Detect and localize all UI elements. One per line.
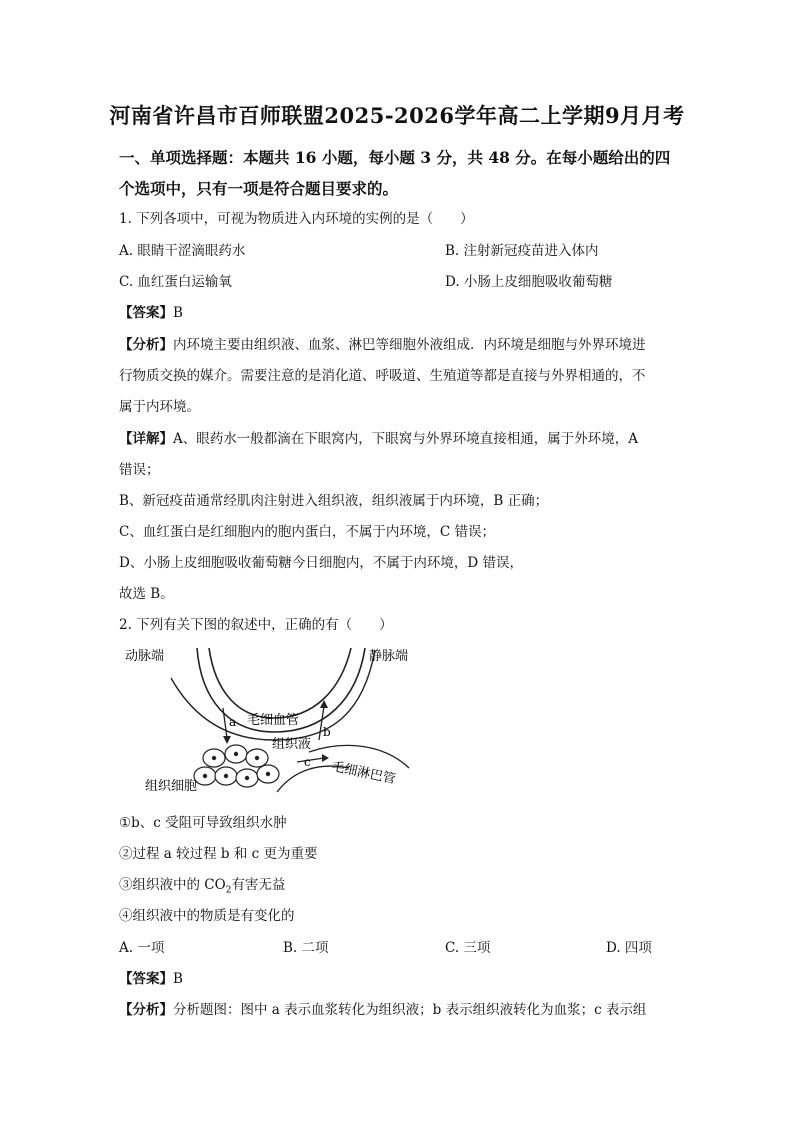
answer-value: B bbox=[173, 305, 183, 321]
analysis-text: 分析题图：图中 a 表示血浆转化为组织液；b 表示组织液转化为血浆；c 表示组 bbox=[173, 1002, 647, 1018]
label-b: b bbox=[323, 725, 331, 739]
q1-analysis-line-3: 属于内环境。 bbox=[119, 399, 200, 415]
arrow-c-head bbox=[322, 754, 329, 762]
q1-detail-line-2: 错误； bbox=[119, 462, 160, 478]
analysis-text: 内环境主要由组织液、血浆、淋巴等细胞外液组成．内环境是细胞与外界环境进 bbox=[173, 337, 646, 353]
arrow-a-head bbox=[223, 736, 231, 744]
q2-option-a: A. 一项 bbox=[119, 940, 165, 956]
label-lymph-capillary: 毛细淋巴管 bbox=[330, 759, 397, 788]
q1-answer bbox=[119, 301, 183, 321]
section-heading: 一、单项选择题：本题共 16 小题，每小题 3 分，共 48 分。在每小题给出的四个选项中，只有一项是符合题目要求的。 bbox=[119, 148, 671, 198]
q2-item-1: ①b、c 受阻可导致组织水肿 bbox=[119, 815, 287, 831]
item-3-pre: ③组织液中的 CO bbox=[119, 877, 226, 893]
q2-item-4: ④组织液中的物质是有变化的 bbox=[119, 908, 295, 924]
detail-tag: 【详解】 bbox=[119, 431, 173, 447]
capillary-inner-wall bbox=[209, 648, 351, 718]
label-c: c bbox=[304, 755, 311, 769]
label-tissue-fluid: 组织液 bbox=[272, 737, 312, 752]
label-vein-end: 静脉端 bbox=[369, 649, 409, 664]
q2-option-c: C. 三项 bbox=[445, 940, 491, 956]
label-capillary: 毛细血管 bbox=[247, 713, 300, 728]
question-2-stem: 2. 下列有关下图的叙述中，正确的有（ ） bbox=[119, 617, 393, 633]
q1-option-d: D. 小肠上皮细胞吸收葡萄糖 bbox=[445, 274, 613, 290]
item-3-sub: 2 bbox=[225, 885, 232, 896]
q1-option-c: C. 血红蛋白运输氧 bbox=[119, 274, 232, 290]
q1-option-a: A. 眼睛干涩滴眼药水 bbox=[119, 243, 246, 259]
capillary-diagram bbox=[119, 640, 429, 800]
q1-analysis-line-1 bbox=[119, 333, 646, 353]
q2-analysis-line-1 bbox=[119, 998, 646, 1018]
q1-detail-line-3: B、新冠疫苗通常经肌肉注射进入组织液，组织液属于内环境，B 正确； bbox=[119, 493, 549, 509]
q2-item-3 bbox=[119, 873, 285, 896]
q2-option-d: D. 四项 bbox=[606, 940, 652, 956]
label-tissue-cells: 组织细胞 bbox=[145, 779, 198, 794]
page-title: 河南省许昌市百师联盟2025-2026学年高二上学期9月月考 bbox=[109, 103, 685, 128]
analysis-tag: 【分析】 bbox=[119, 337, 173, 353]
q2-item-2: ②过程 a 较过程 b 和 c 更为重要 bbox=[119, 846, 318, 862]
q1-detail-line-1 bbox=[119, 427, 638, 447]
q1-analysis-line-2: 行物质交换的媒介。需要注意的是消化道、呼吸道、生殖道等都是直接与外界相通的，不 bbox=[119, 368, 646, 384]
answer-value: B bbox=[173, 971, 183, 987]
analysis-tag: 【分析】 bbox=[119, 1002, 173, 1018]
q1-detail-line-4: C、血红蛋白是红细胞内的胞内蛋白，不属于内环境，C 错误； bbox=[119, 524, 495, 540]
tissue-cells-cluster bbox=[194, 745, 279, 787]
q2-answer bbox=[119, 967, 183, 987]
answer-tag: 【答案】 bbox=[119, 305, 173, 321]
q1-detail-line-5: D、小肠上皮细胞吸收葡萄糖今日细胞内，不属于内环境，D 错误， bbox=[119, 555, 523, 571]
label-a: a bbox=[229, 715, 237, 729]
q1-option-b: B. 注射新冠疫苗进入体内 bbox=[445, 243, 599, 259]
arrow-a bbox=[223, 708, 227, 738]
label-artery-end: 动脉端 bbox=[125, 649, 165, 664]
answer-tag: 【答案】 bbox=[119, 971, 173, 987]
detail-text: A、眼药水一般都滴在下眼窝内，下眼窝与外界环境直接相通，属于外环境，A bbox=[173, 431, 638, 447]
question-1-stem: 1. 下列各项中，可视为物质进入内环境的实例的是（ ） bbox=[119, 211, 474, 227]
q1-detail-line-6: 故选 B。 bbox=[119, 586, 174, 602]
q2-option-b: B. 二项 bbox=[283, 940, 329, 956]
item-3-post: 有害无益 bbox=[231, 877, 286, 893]
